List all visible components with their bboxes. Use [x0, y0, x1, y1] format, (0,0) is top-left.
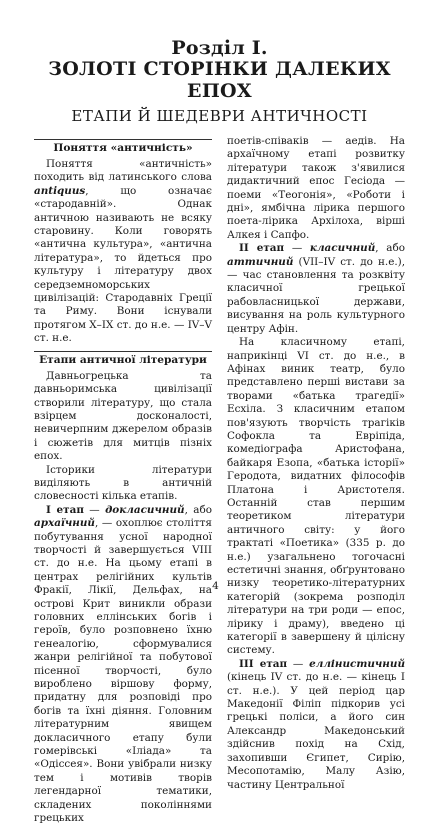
- paragraph-text: (VII–IV ст. до н.е.), — час становлення та розквіту класичної грецької рабовласницької держави, висування на роль культурного центру Афін.: [227, 255, 405, 335]
- chapter-subtitle: ЕТАПИ Й ШЕДЕВРИ АНТИЧНОСТІ: [71, 107, 368, 125]
- left-column: [34, 135, 212, 826]
- stage-label: I етап: [46, 503, 84, 516]
- stage-name: еллінистичний: [309, 657, 405, 670]
- subheading-stages: Етапи античної літератури: [39, 353, 207, 366]
- stage-name: докласичний: [105, 503, 185, 516]
- stage-label: II етап: [239, 242, 285, 255]
- dash: —: [284, 242, 310, 255]
- stage-name: класичний: [309, 242, 376, 255]
- right-column: [227, 135, 405, 826]
- dash: —: [287, 657, 310, 670]
- chapter-heading: [34, 0, 405, 125]
- conjunction: , або: [375, 242, 406, 255]
- paragraph-text: (кінець IV ст. до н.е. — кінець I ст. н.е.). У цей період цар Македонії Філіп підкорив усі грецькі поліси, а його син Александр Македонський здійснив похід на Схід, захопивши Єгипет, Сирію, Месопотамію, Малу Азію, частину Центральної: [227, 671, 405, 791]
- subheading-antiquity: Поняття «античність»: [53, 142, 193, 154]
- stage-alt-name: архаїчний: [34, 517, 95, 530]
- heading-rule-stages: [34, 351, 212, 352]
- text-columns: [34, 135, 405, 826]
- paragraph-antiquity: [34, 158, 212, 346]
- paragraph-continued: поетів-співаків — аедів. На архаїчному етапі розвитку літератури також з'явилися дидактичний епос Гесіода — поеми «Теогонія», «Роботи і дні», ямбічна лірика першого поета-лірика Архілоха, вірші Алкея і Сапфо.: [227, 135, 405, 241]
- latin-term: antiquus: [34, 184, 86, 197]
- section-title: ЗОЛОТІ СТОРІНКИ ДАЛЕКИХ ЕПОХ: [48, 58, 391, 102]
- paragraph-text: , — охоплює століття побутування усної народної творчості й завершується VIII ст. до н.е. На цьому етапі в центрах релігійних культів Фракії, Лікії, Дельфах, на острові Крит виникли образи головних еллінських богів і героїв, було розповнено їхню генеалогію, сформувалися жанри релігійної та побутової пісенної творчості, було вироблено віршову форму, придатну для розповіді про богів та їхні діяння. Головним літературним явищем докласичного етапу були гомерівські «Іліада» та «Одіссея». Вони увібрали низку тем і мотивів творів легендарної тематики, складених поколіннями грецьких: [34, 517, 212, 825]
- stage-label: III етап: [239, 657, 288, 670]
- dash: —: [83, 503, 106, 516]
- paragraph-text: , що означає «стародавній». Однак античною називають не всяку старовину. Коли говорять «антична культура», «антична література», то йдеться про культуру і літературу двох середземноморських цивілізацій: Стародавніх Греції та Риму. Вони існували протягом X–IX ст. до н.е. — IV–V ст. н.е.: [34, 184, 212, 345]
- paragraph-stage-3: [227, 658, 405, 792]
- paragraph-classic: На класичному етапі, наприкінці VI ст. до н.е., в Афінах виник театр, було представлено перші вистави за творами «батька трагедії» Есхіла. З класичним етапом пов'язують творчість трагіків Софокла та Евріпіда, комедіографа Аристофана, байкаря Езопа, «батька історії» Геродота, видатних філософів Платона і Аристотеля. Останній став першим теоретиком літератури античного світу: у його трактаті «Поетика» (335 р. до н.е.) узагальнено тогочасні естетичні знання, обґрунтовано низку теоретико-літературних категорій (зокрема розподіл літератури на три роди — епос, лірику і драму), введено ці категорії в завершену й цілісну систему.: [227, 336, 405, 657]
- page-number: 4: [212, 580, 219, 592]
- section-number: Розділ I.: [171, 37, 268, 59]
- paragraph-civilizations: Давньогрецька та давньоримська цивілізації створили літературу, що стала взірцем досконалості, невичерпним джерелом образів і сюжетів для митців пізніх епох.: [34, 369, 212, 463]
- paragraph-stage-2: [227, 242, 405, 336]
- paragraph-stage-1: [34, 504, 212, 826]
- conjunction: , або: [184, 503, 212, 516]
- paragraph-text: Поняття «античність» походить від латинського слова: [34, 158, 212, 184]
- paragraph-historians: Історики літератури виділяють в античній словесності кілька етапів.: [34, 463, 212, 503]
- heading-rule-top: [34, 139, 212, 140]
- stage-alt-name: аттичний: [227, 255, 294, 268]
